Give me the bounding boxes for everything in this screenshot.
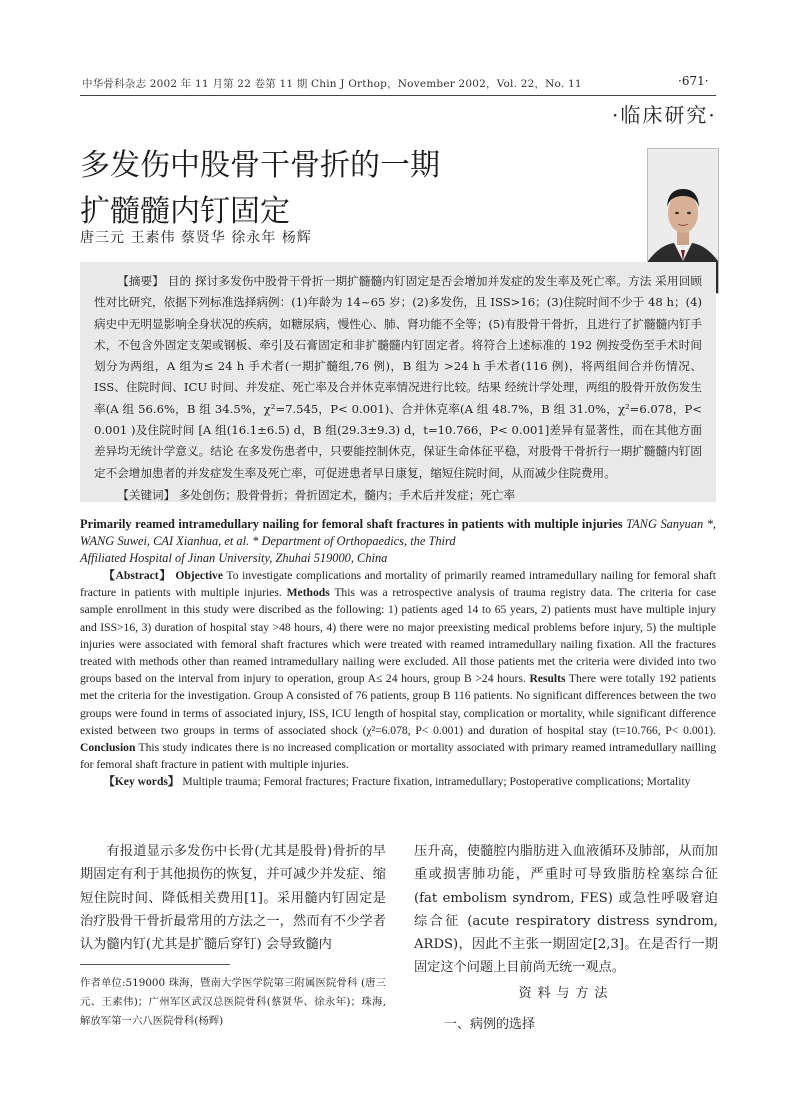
english-title-text: Primarily reamed intramedullary nailing for femoral shaft fractures in patients with multiple injuries <box>80 517 623 531</box>
english-affiliation: Affiliated Hospital of Jinan University, Zhuhai 519000, China <box>80 551 388 565</box>
keywords-label: 【Key words】 <box>103 775 180 789</box>
author-list: 唐三元 王素伟 蔡贤华 徐永年 杨辉 <box>80 230 312 246</box>
title-line-2: 扩髓髓内钉固定 <box>80 194 290 229</box>
footnote-divider <box>80 964 230 965</box>
section-tag: ·临床研究· <box>612 103 717 127</box>
running-header: 中华骨科杂志 2002 年 11 月第 22 卷第 11 期 Chin J Orthop，November 2002，Vol. 22，No. 11 <box>82 78 582 90</box>
chinese-abstract: 【摘要】 目的 探讨多发伤中股骨干骨折一期扩髓髓内钉固定是否会增加并发症的发生率及死亡率。方法 采用回顾性对比研究，依据下列标准选择病例：(1)年龄为 14~65 岁；(2)多发伤，且 ISS>16；(3)住院时间不少于 48 h；(4)病史中无明显影响全身状况的疾病，如糖尿病，慢性心、肺、肾功能不全等；(5)有股骨干骨折，且进行了扩髓髓内钉手术，不包含外固定支架或钢板、牵引及石膏固定和非扩髓髓内钉固定者。将符合上述标准的 192 例按受伤至手术时间划分为两组，A 组为≤ 24 h 手术者(一期扩髓组,76 例)，B 组为 >24 h 手术者(116 例)，将两组间合并伤情况、ISS、住院时间、ICU 时间、并发症、死亡率及合并休克率情况进行比较。结果 经统计学处理，两组的股骨开放伤发生率(A 组 56.6%，B 组 34.5%，χ²=7.545，P< 0.001)、合并休克率(A 组 48.7%，B 组 31.0%，χ²=6.078，P< 0.001 )及住院时间 [A 组(16.1±6.5) d，B 组(29.3±9.3) d，t=10.766，P< 0.001]差异有显著性，而在其他方面差异均无统计学意义。结论 在多发伤患者中，只要能控制休克，保证生命体征平稳，对股骨干骨折行一期扩髓髓内钉固定不会增加患者的并发症发生率及死亡率，可促进患者早日康复，缩短住院时间，从而减少住院费用。 <box>94 274 702 480</box>
objective-text: To investigate complications and mortality of primarily reamed intramedullary nailing for femoral shaft fracture in patients with multiple injuries. <box>80 569 716 600</box>
conclusion-label: Conclusion <box>80 741 136 755</box>
chinese-abstract-box <box>80 262 716 502</box>
header-divider <box>80 95 716 96</box>
conclusion-text: This study indicates there is no increased complication or mortality associated with primary reamed intramedullary nailling for femoral shaft fracture in patient with multiple injuries. <box>80 741 716 772</box>
english-abstract-block <box>80 516 716 791</box>
body-column-right <box>414 840 718 980</box>
body-column-left <box>80 840 386 956</box>
intro-paragraph-right: 压升高，使髓腔内脂肪进入血液循环及肺部，从而加重或损害肺功能，严重时可导致脂肪栓塞综合征 (fat embolism syndrom, FES) 或急性呼吸窘迫综合征 (acute respiratory distress syndrom, ARDS)，因此不主张一期固定[2,3]。在是否行一期固定这个问题上目前尚无统一观点。 <box>414 844 718 976</box>
page-number: ·671· <box>678 74 709 88</box>
methods-text: This was a retrospective analysis of trauma registry data. The criteria for case sample enrollment in this study were discribed as the following: 1) patients aged 14 to 65 years, 2) patients must have multiple injury and ISS>16, 3) duration of hospital stay >48 hours, 4) there were no major preexisting medical problems before injury, 5) the multiple injuries were associated with femoral shaft fractures which were treated with reamed intramedullary nailing fixation. All the fractures treated with methods other than reamed intramedullary nailing were excluded. All those patients met the criteria were divided into two groups based on the interval from injury to operation, group A≤ 24 hours, group B >24 hours. <box>80 586 716 686</box>
english-abstract <box>80 567 716 773</box>
english-keywords <box>80 773 716 790</box>
methods-label: Methods <box>286 586 330 600</box>
objective-label: Objective <box>175 569 223 582</box>
author-affiliation-footnote: 作者单位:519000 珠海，暨南大学医学院第三附属医院骨科 (唐三元、王素伟)；广州军区武汉总医院骨科(蔡贤华、徐永年)；珠海,解放军第一六八医院骨科(杨辉) <box>80 977 386 1027</box>
section-heading-methods: 资料与方法 <box>518 986 614 1001</box>
intro-paragraph-left: 有报道显示多发伤中长骨(尤其是股骨)骨折的早期固定有利于其他损伤的恢复，并可减少并发症、缩短住院时间、降低相关费用[1]。采用髓内钉固定是治疗股骨干骨折最常用的方法之一，然而有不少学者认为髓内钉(尤其是扩髓后穿钉) 会导致髓内 <box>80 844 386 953</box>
abstract-label: 【Abstract】 <box>103 569 172 582</box>
english-title <box>80 516 716 550</box>
english-authors: TANG Sanyuan *, WANG Suwei, CAI Xianhua, et al. * Department of Orthopaedics, the Third <box>80 517 716 548</box>
keywords-text: Multiple trauma; Femoral fractures; Fracture fixation, intramedullary; Postoperative complications; Mortality <box>182 775 691 789</box>
title-line-1: 多发伤中股骨干骨折的一期 <box>80 148 440 183</box>
chinese-keywords: 【关键词】 多处创伤；股骨骨折；骨折固定术，髓内；手术后并发症；死亡率 <box>117 487 516 502</box>
article-title <box>80 143 440 235</box>
results-label: Results <box>529 672 566 686</box>
results-text: There were totally 192 patients met the criteria for the investigation. Group A consisted of 76 patients, group B 116 patients. No significant differences between the two groups were found in terms of associated injury, ISS, ICU length of hospital stay, complication or mortality, while significant difference existed between two groups in terms of associated shock (χ²=6.078, P< 0.001) and duration of hospital stay (t=10.766, P< 0.001). <box>80 672 716 737</box>
subsection-heading: 一、病例的选择 <box>444 1017 536 1032</box>
